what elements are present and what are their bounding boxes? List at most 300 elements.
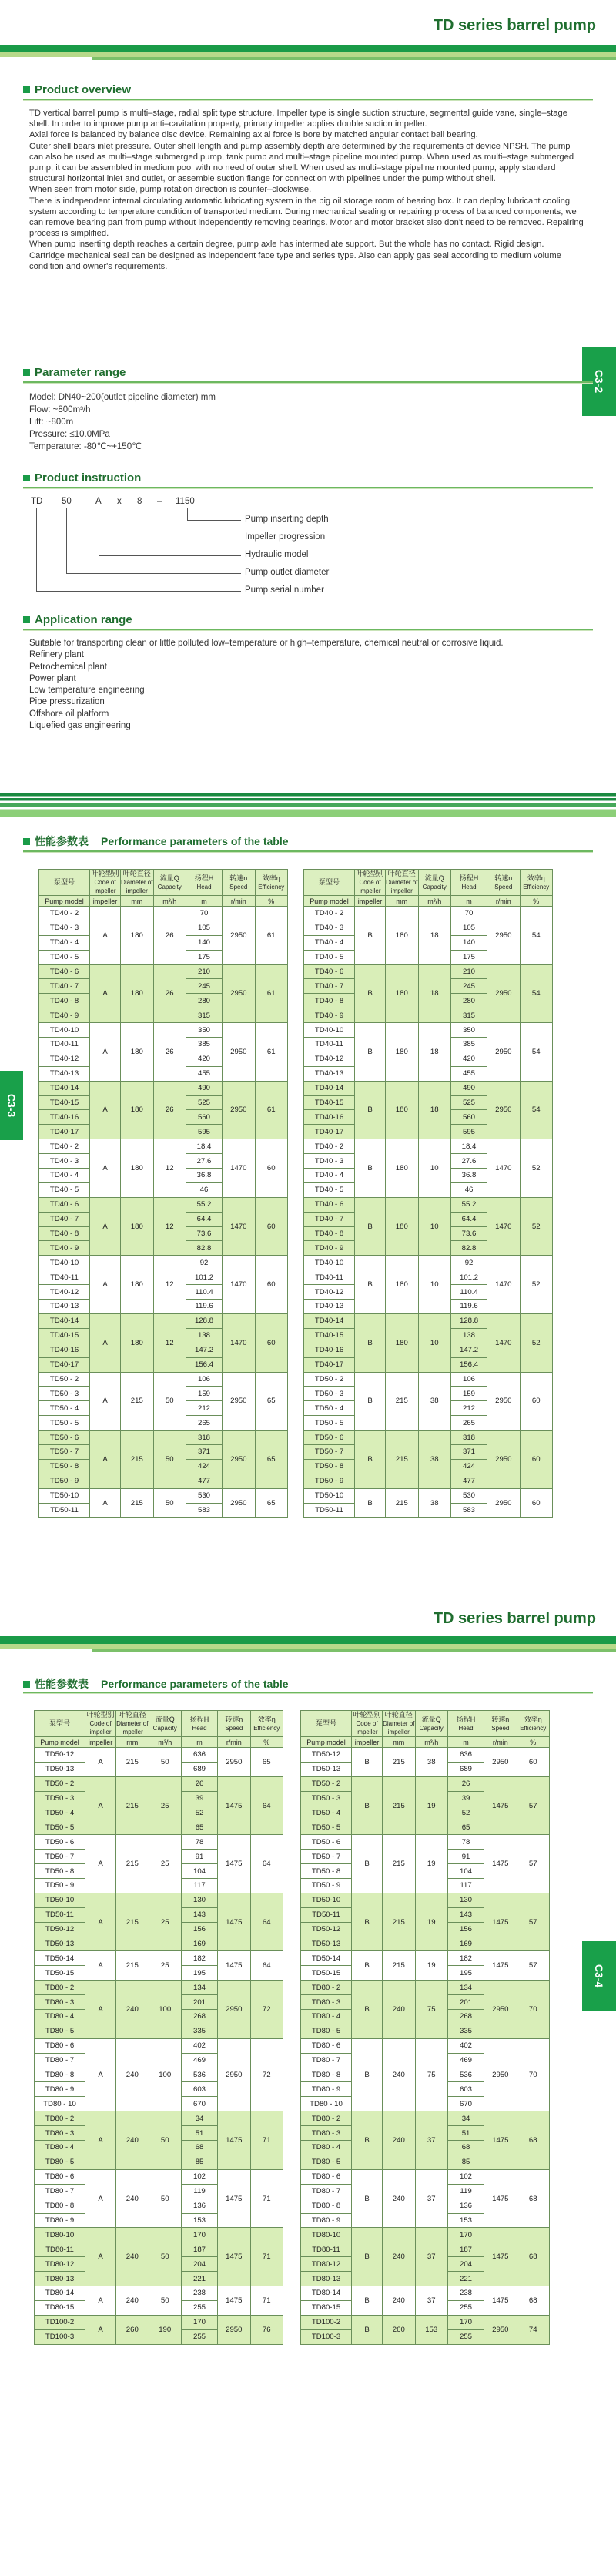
head-cell: 255	[181, 2300, 217, 2315]
head-cell: 530	[186, 1488, 222, 1503]
pump-model-cell: TD80 - 8	[301, 2199, 352, 2213]
pump-model-cell: TD50-12	[35, 1748, 85, 1763]
pump-model-cell: TD40 - 2	[39, 907, 90, 921]
pump-model-cell: TD40-10	[39, 1256, 90, 1270]
head-cell: 525	[186, 1095, 222, 1110]
pump-model-cell: TD80 - 3	[301, 2126, 352, 2141]
head-cell: 265	[186, 1416, 222, 1431]
pump-model-cell: TD80 - 8	[35, 2068, 85, 2082]
pump-model-cell: TD40-14	[304, 1081, 355, 1095]
impeller-code-cell: B	[355, 1431, 386, 1489]
impeller-code-cell: A	[85, 1835, 116, 1893]
head-cell: 477	[450, 1474, 487, 1488]
speed-cell: 2950	[218, 1981, 250, 2039]
diameter-cell: 240	[116, 2286, 149, 2315]
pump-model-cell: TD40-14	[39, 1081, 90, 1095]
diameter-cell: 215	[116, 1835, 149, 1893]
head-cell: 175	[450, 950, 487, 964]
pump-model-cell: TD80-13	[301, 2272, 352, 2286]
head-cell: 73.6	[186, 1226, 222, 1241]
diameter-cell: 180	[386, 1256, 418, 1314]
pump-model-cell: TD100-2	[301, 2315, 352, 2329]
impeller-code-cell: B	[352, 2228, 383, 2286]
column-header: 叶轮直径 Diameter of impeller	[116, 1711, 149, 1736]
impeller-code-cell: A	[90, 907, 121, 965]
code-hydraulic: A	[95, 497, 102, 506]
table-row	[39, 1372, 288, 1387]
pump-model-cell: TD40 - 3	[39, 921, 90, 935]
head-cell: 221	[181, 2272, 217, 2286]
head-cell: 78	[447, 1835, 484, 1850]
capacity-cell: 12	[153, 1197, 186, 1256]
pump-model-cell: TD80 - 9	[35, 2082, 85, 2097]
head-cell: 455	[186, 1066, 222, 1081]
diameter-cell: 240	[116, 2038, 149, 2111]
impeller-code-cell: B	[355, 1488, 386, 1518]
speed-cell: 2950	[484, 1981, 517, 2039]
divider	[23, 629, 593, 630]
pump-model-cell: TD40 - 8	[304, 994, 355, 1008]
capacity-cell: 26	[153, 964, 186, 1023]
pump-model-cell: TD50 - 9	[35, 1879, 85, 1893]
column-header: 叶轮型别 Code of impeller	[90, 870, 121, 896]
efficiency-cell: 68	[517, 2169, 549, 2228]
pump-model-cell: TD40-13	[39, 1066, 90, 1081]
unit-header: %	[250, 1737, 283, 1748]
head-cell: 350	[450, 1023, 487, 1038]
pump-model-cell: TD80-14	[35, 2286, 85, 2300]
diameter-cell: 240	[383, 2169, 415, 2228]
efficiency-cell: 60	[255, 1256, 287, 1314]
efficiency-cell: 68	[517, 2228, 549, 2286]
head-cell: 27.6	[450, 1154, 487, 1169]
capacity-cell: 25	[149, 1893, 181, 1951]
section-tab-c3-3: C3-3	[0, 1071, 23, 1140]
unit-header: %	[517, 1737, 549, 1748]
head-cell: 603	[181, 2082, 217, 2097]
capacity-cell: 75	[415, 1981, 447, 2039]
pump-model-cell: TD50-12	[35, 1922, 85, 1937]
diameter-cell: 180	[386, 907, 418, 965]
unit-header: impeller	[355, 896, 386, 907]
head-cell: 385	[186, 1038, 222, 1052]
table-row	[301, 2111, 550, 2126]
head-cell: 424	[450, 1459, 487, 1474]
head-cell: 52	[181, 1806, 217, 1820]
pump-model-cell: TD40 - 5	[304, 1182, 355, 1197]
column-header: 泵型号	[35, 1711, 85, 1737]
head-cell: 105	[450, 921, 487, 935]
pump-model-cell: TD50-10	[39, 1488, 90, 1503]
diameter-cell: 215	[386, 1372, 418, 1431]
diameter-cell: 215	[383, 1748, 415, 1777]
divider	[23, 381, 593, 383]
capacity-cell: 50	[153, 1431, 186, 1489]
diameter-cell: 215	[383, 1835, 415, 1893]
pump-model-cell: TD50 - 4	[304, 1401, 355, 1416]
table-row	[301, 1893, 550, 1907]
efficiency-cell: 65	[255, 1372, 287, 1431]
speed-cell: 2950	[218, 2038, 250, 2111]
performance-table-a	[34, 1710, 283, 2345]
diameter-cell: 240	[383, 2228, 415, 2286]
pump-model-cell: TD40 - 4	[39, 935, 90, 950]
impeller-code-cell: A	[90, 1313, 121, 1372]
pump-model-cell: TD40-12	[39, 1052, 90, 1066]
column-header: 叶轮直径 Diameter of impeller	[386, 870, 418, 894]
head-cell: 210	[450, 964, 487, 979]
head-cell: 371	[186, 1444, 222, 1459]
capacity-cell: 100	[149, 2038, 181, 2111]
efficiency-cell: 64	[250, 1776, 283, 1835]
pump-model-cell: TD50 - 9	[301, 1879, 352, 1893]
impeller-code-cell: B	[355, 1313, 386, 1372]
table-row	[301, 1776, 550, 1791]
capacity-cell: 26	[153, 1023, 186, 1082]
speed-cell: 1470	[487, 1139, 520, 1198]
impeller-code-cell: B	[352, 1893, 383, 1951]
diameter-cell: 240	[116, 2111, 149, 2170]
pump-model-cell: TD80-11	[301, 2242, 352, 2257]
head-cell: 424	[186, 1459, 222, 1474]
capacity-cell: 18	[418, 1023, 450, 1082]
head-cell: 104	[181, 1864, 217, 1879]
diameter-cell: 215	[121, 1372, 153, 1431]
pump-model-cell: TD80-15	[301, 2300, 352, 2315]
code-dash: –	[157, 497, 162, 506]
head-cell: 34	[181, 2111, 217, 2126]
diameter-cell: 240	[383, 1981, 415, 2039]
head-cell: 147.2	[450, 1343, 487, 1357]
head-cell: 110.4	[450, 1285, 487, 1300]
column-header: 扬程H Head	[181, 1711, 217, 1737]
impeller-code-cell: B	[352, 2111, 383, 2170]
pump-model-cell: TD50-14	[35, 1951, 85, 1966]
capacity-cell: 10	[418, 1256, 450, 1314]
diameter-cell: 180	[386, 1139, 418, 1198]
head-cell: 636	[447, 1748, 484, 1763]
head-cell: 280	[450, 994, 487, 1008]
diameter-cell: 180	[121, 1197, 153, 1256]
speed-cell: 1475	[218, 1835, 250, 1893]
efficiency-cell: 52	[520, 1197, 552, 1256]
efficiency-cell: 61	[255, 1081, 287, 1139]
impeller-code-cell: A	[85, 2111, 116, 2170]
pump-model-cell: TD80-10	[35, 2228, 85, 2242]
pump-model-cell: TD40 - 7	[39, 1212, 90, 1226]
pump-model-cell: TD50 - 7	[35, 1850, 85, 1864]
head-cell: 27.6	[186, 1154, 222, 1169]
pump-model-cell: TD40 - 2	[304, 1139, 355, 1154]
pump-model-cell: TD40-12	[304, 1285, 355, 1300]
head-cell: 420	[450, 1052, 487, 1066]
head-cell: 110.4	[186, 1285, 222, 1300]
header-band	[0, 45, 616, 60]
table-row	[39, 1081, 288, 1095]
brand-title: TD series barrel pump	[433, 17, 596, 34]
head-cell: 85	[181, 2155, 217, 2169]
unit-header: impeller	[90, 896, 121, 907]
diameter-cell: 215	[116, 1776, 149, 1835]
head-cell: 490	[186, 1081, 222, 1095]
pump-model-cell: TD40 - 6	[39, 1197, 90, 1212]
unit-header: Pump model	[39, 896, 90, 907]
impeller-code-cell: A	[85, 2315, 116, 2344]
head-cell: 18.4	[186, 1139, 222, 1154]
impeller-code-cell: A	[85, 2169, 116, 2228]
pump-model-cell: TD50-11	[35, 1907, 85, 1922]
pump-model-cell: TD80 - 7	[35, 2053, 85, 2068]
efficiency-cell: 64	[250, 1835, 283, 1893]
column-header: 泵型号	[301, 1711, 352, 1737]
unit-header: m	[181, 1737, 217, 1748]
head-cell: 65	[181, 1820, 217, 1835]
pump-model-cell: TD40 - 6	[304, 1197, 355, 1212]
pump-model-cell: TD40 - 4	[304, 1169, 355, 1183]
head-cell: 51	[181, 2126, 217, 2141]
head-cell: 255	[181, 2329, 217, 2344]
head-cell: 350	[186, 1023, 222, 1038]
head-cell: 335	[447, 2024, 484, 2038]
pump-model-cell: TD40-12	[39, 1285, 90, 1300]
column-header: 叶轮直径 Diameter of impeller	[383, 1711, 415, 1736]
diameter-cell: 180	[386, 1081, 418, 1139]
diameter-cell: 180	[121, 1139, 153, 1198]
head-cell: 92	[450, 1256, 487, 1270]
pump-model-cell: TD80-11	[35, 2242, 85, 2257]
head-cell: 195	[447, 1966, 484, 1981]
speed-cell: 1475	[218, 2169, 250, 2228]
head-cell: 140	[186, 935, 222, 950]
capacity-cell: 190	[149, 2315, 181, 2344]
speed-cell: 1475	[218, 1893, 250, 1951]
speed-cell: 1475	[218, 1951, 250, 1981]
unit-header: mm	[116, 1737, 149, 1748]
head-cell: 238	[181, 2286, 217, 2300]
pump-model-cell: TD50 - 2	[301, 1776, 352, 1791]
pump-model-cell: TD50 - 8	[304, 1459, 355, 1474]
code-multiply: x	[117, 497, 122, 506]
head-cell: 91	[447, 1850, 484, 1864]
pump-model-cell: TD50 - 5	[35, 1820, 85, 1835]
pump-model-cell: TD50 - 5	[39, 1416, 90, 1431]
pump-model-cell: TD80 - 9	[301, 2082, 352, 2097]
pump-model-cell: TD80-10	[301, 2228, 352, 2242]
diameter-cell: 215	[116, 1893, 149, 1951]
head-cell: 536	[181, 2068, 217, 2082]
pump-model-cell: TD50-10	[301, 1893, 352, 1907]
column-header: 流量Q Capacity	[415, 1711, 447, 1737]
pump-model-cell: TD80 - 3	[35, 2126, 85, 2141]
table-row	[304, 1023, 553, 1038]
capacity-cell: 26	[153, 907, 186, 965]
column-header: 效率η Efficiency	[517, 1711, 549, 1737]
impeller-code-cell: A	[90, 1431, 121, 1489]
pump-model-cell: TD50-14	[301, 1951, 352, 1966]
table-row	[304, 1372, 553, 1387]
efficiency-cell: 65	[255, 1488, 287, 1518]
pump-model-cell: TD40 - 9	[39, 1241, 90, 1256]
head-cell: 490	[450, 1081, 487, 1095]
speed-cell: 1470	[223, 1313, 255, 1372]
pump-model-cell: TD50-13	[301, 1937, 352, 1951]
diameter-cell: 180	[386, 964, 418, 1023]
head-cell: 182	[447, 1951, 484, 1966]
head-cell: 530	[450, 1488, 487, 1503]
pump-model-cell: TD40-11	[304, 1270, 355, 1285]
head-cell: 525	[450, 1095, 487, 1110]
pump-model-cell: TD40 - 6	[39, 964, 90, 979]
impeller-code-cell: A	[85, 1748, 116, 1777]
footer-stripes	[0, 793, 616, 817]
efficiency-cell: 54	[520, 1081, 552, 1139]
efficiency-cell: 57	[517, 1893, 549, 1951]
head-cell: 119.6	[450, 1300, 487, 1314]
efficiency-cell: 74	[517, 2315, 549, 2344]
performance-table-a	[38, 869, 288, 1518]
section-tab-c3-2: C3-2	[582, 347, 616, 416]
performance-table-b	[300, 1710, 550, 2345]
impeller-code-cell: A	[90, 1372, 121, 1431]
pump-model-cell: TD40 - 8	[39, 994, 90, 1008]
pump-model-cell: TD50 - 9	[304, 1474, 355, 1488]
speed-cell: 1475	[484, 1776, 517, 1835]
head-cell: 583	[450, 1503, 487, 1518]
performance-heading: 性能参数表 Performance parameters of the table	[23, 1676, 289, 1692]
unit-header: impeller	[352, 1737, 383, 1748]
head-cell: 204	[447, 2257, 484, 2272]
capacity-cell: 25	[149, 1776, 181, 1835]
head-cell: 603	[447, 2082, 484, 2097]
unit-header: mm	[121, 896, 153, 907]
efficiency-cell: 57	[517, 1835, 549, 1893]
page-performance-2	[0, 1602, 616, 2576]
head-cell: 55.2	[450, 1197, 487, 1212]
pump-model-cell: TD40 - 9	[304, 1241, 355, 1256]
head-cell: 143	[447, 1907, 484, 1922]
pump-model-cell: TD50-12	[301, 1748, 352, 1763]
impeller-code-cell: A	[90, 1197, 121, 1256]
pump-model-cell: TD40 - 4	[39, 1169, 90, 1183]
head-cell: 255	[447, 2329, 484, 2344]
unit-header: m	[186, 896, 222, 907]
column-header: 效率η Efficiency	[255, 870, 287, 896]
head-cell: 636	[181, 1748, 217, 1763]
pump-model-cell: TD40 - 6	[304, 964, 355, 979]
pump-model-cell: TD100-3	[301, 2329, 352, 2344]
efficiency-cell: 52	[520, 1313, 552, 1372]
capacity-cell: 50	[149, 2111, 181, 2170]
capacity-cell: 153	[415, 2315, 447, 2344]
table-row	[304, 1081, 553, 1095]
table-row	[35, 2228, 283, 2242]
efficiency-cell: 57	[517, 1951, 549, 1981]
pump-model-cell: TD40 - 7	[304, 979, 355, 994]
speed-cell: 2950	[223, 964, 255, 1023]
head-cell: 170	[447, 2315, 484, 2329]
pump-model-cell: TD80 - 5	[301, 2155, 352, 2169]
capacity-cell: 10	[418, 1197, 450, 1256]
table-row	[304, 907, 553, 921]
head-cell: 82.8	[186, 1241, 222, 1256]
column-header: 效率η Efficiency	[520, 870, 552, 896]
diameter-cell: 215	[383, 1776, 415, 1835]
efficiency-cell: 60	[517, 1748, 549, 1777]
pump-model-cell: TD80 - 4	[301, 2010, 352, 2024]
pump-model-cell: TD80 - 2	[35, 2111, 85, 2126]
capacity-cell: 10	[418, 1313, 450, 1372]
diameter-cell: 215	[386, 1431, 418, 1489]
table-row	[301, 2038, 550, 2053]
pump-model-cell: TD40-15	[39, 1095, 90, 1110]
head-cell: 102	[447, 2169, 484, 2184]
head-cell: 36.8	[186, 1169, 222, 1183]
label-serial-number: Pump serial number	[245, 585, 324, 595]
table-row	[301, 2228, 550, 2242]
pump-model-cell: TD50 - 6	[39, 1431, 90, 1445]
pump-model-cell: TD40-11	[304, 1038, 355, 1052]
pump-model-cell: TD40-17	[304, 1125, 355, 1139]
pump-model-cell: TD50-11	[301, 1907, 352, 1922]
pump-model-cell: TD80 - 2	[301, 1981, 352, 1995]
speed-cell: 2950	[487, 1431, 520, 1489]
parameter-heading: Parameter range	[23, 366, 126, 379]
pump-model-cell: TD40 - 7	[39, 979, 90, 994]
efficiency-cell: 71	[250, 2228, 283, 2286]
efficiency-cell: 76	[250, 2315, 283, 2344]
head-cell: 455	[450, 1066, 487, 1081]
capacity-cell: 100	[149, 1981, 181, 2039]
efficiency-cell: 68	[517, 2111, 549, 2170]
diameter-cell: 240	[116, 2228, 149, 2286]
pump-model-cell: TD40 - 9	[39, 1008, 90, 1023]
pump-model-cell: TD50-10	[35, 1893, 85, 1907]
diameter-cell: 240	[383, 2038, 415, 2111]
label-outlet-diameter: Pump outlet diameter	[245, 568, 330, 577]
pump-model-cell: TD40 - 3	[304, 1154, 355, 1169]
pump-model-cell: TD80 - 4	[301, 2141, 352, 2155]
capacity-cell: 37	[415, 2228, 447, 2286]
diameter-cell: 215	[116, 1951, 149, 1981]
head-cell: 159	[186, 1387, 222, 1401]
speed-cell: 2950	[487, 1081, 520, 1139]
table-row	[304, 1488, 553, 1503]
pump-model-cell: TD80 - 8	[35, 2199, 85, 2213]
table-row	[304, 964, 553, 979]
impeller-code-cell: A	[90, 1256, 121, 1314]
efficiency-cell: 52	[520, 1139, 552, 1198]
head-cell: 119.6	[186, 1300, 222, 1314]
speed-cell: 1470	[223, 1197, 255, 1256]
unit-header: r/min	[487, 896, 520, 907]
capacity-cell: 18	[418, 1081, 450, 1139]
capacity-cell: 19	[415, 1893, 447, 1951]
efficiency-cell: 61	[255, 1023, 287, 1082]
table-row	[304, 1197, 553, 1212]
head-cell: 70	[186, 907, 222, 921]
table-row	[301, 1835, 550, 1850]
pump-model-cell: TD40 - 3	[304, 921, 355, 935]
performance-heading: 性能参数表 Performance parameters of the table	[23, 834, 289, 849]
head-cell: 595	[450, 1125, 487, 1139]
head-cell: 204	[181, 2257, 217, 2272]
impeller-code-cell: A	[85, 1776, 116, 1835]
pump-model-cell: TD80 - 7	[301, 2053, 352, 2068]
head-cell: 689	[181, 1762, 217, 1776]
speed-cell: 2950	[484, 2038, 517, 2111]
column-header: 转速n Speed	[487, 870, 520, 896]
efficiency-cell: 60	[520, 1431, 552, 1489]
